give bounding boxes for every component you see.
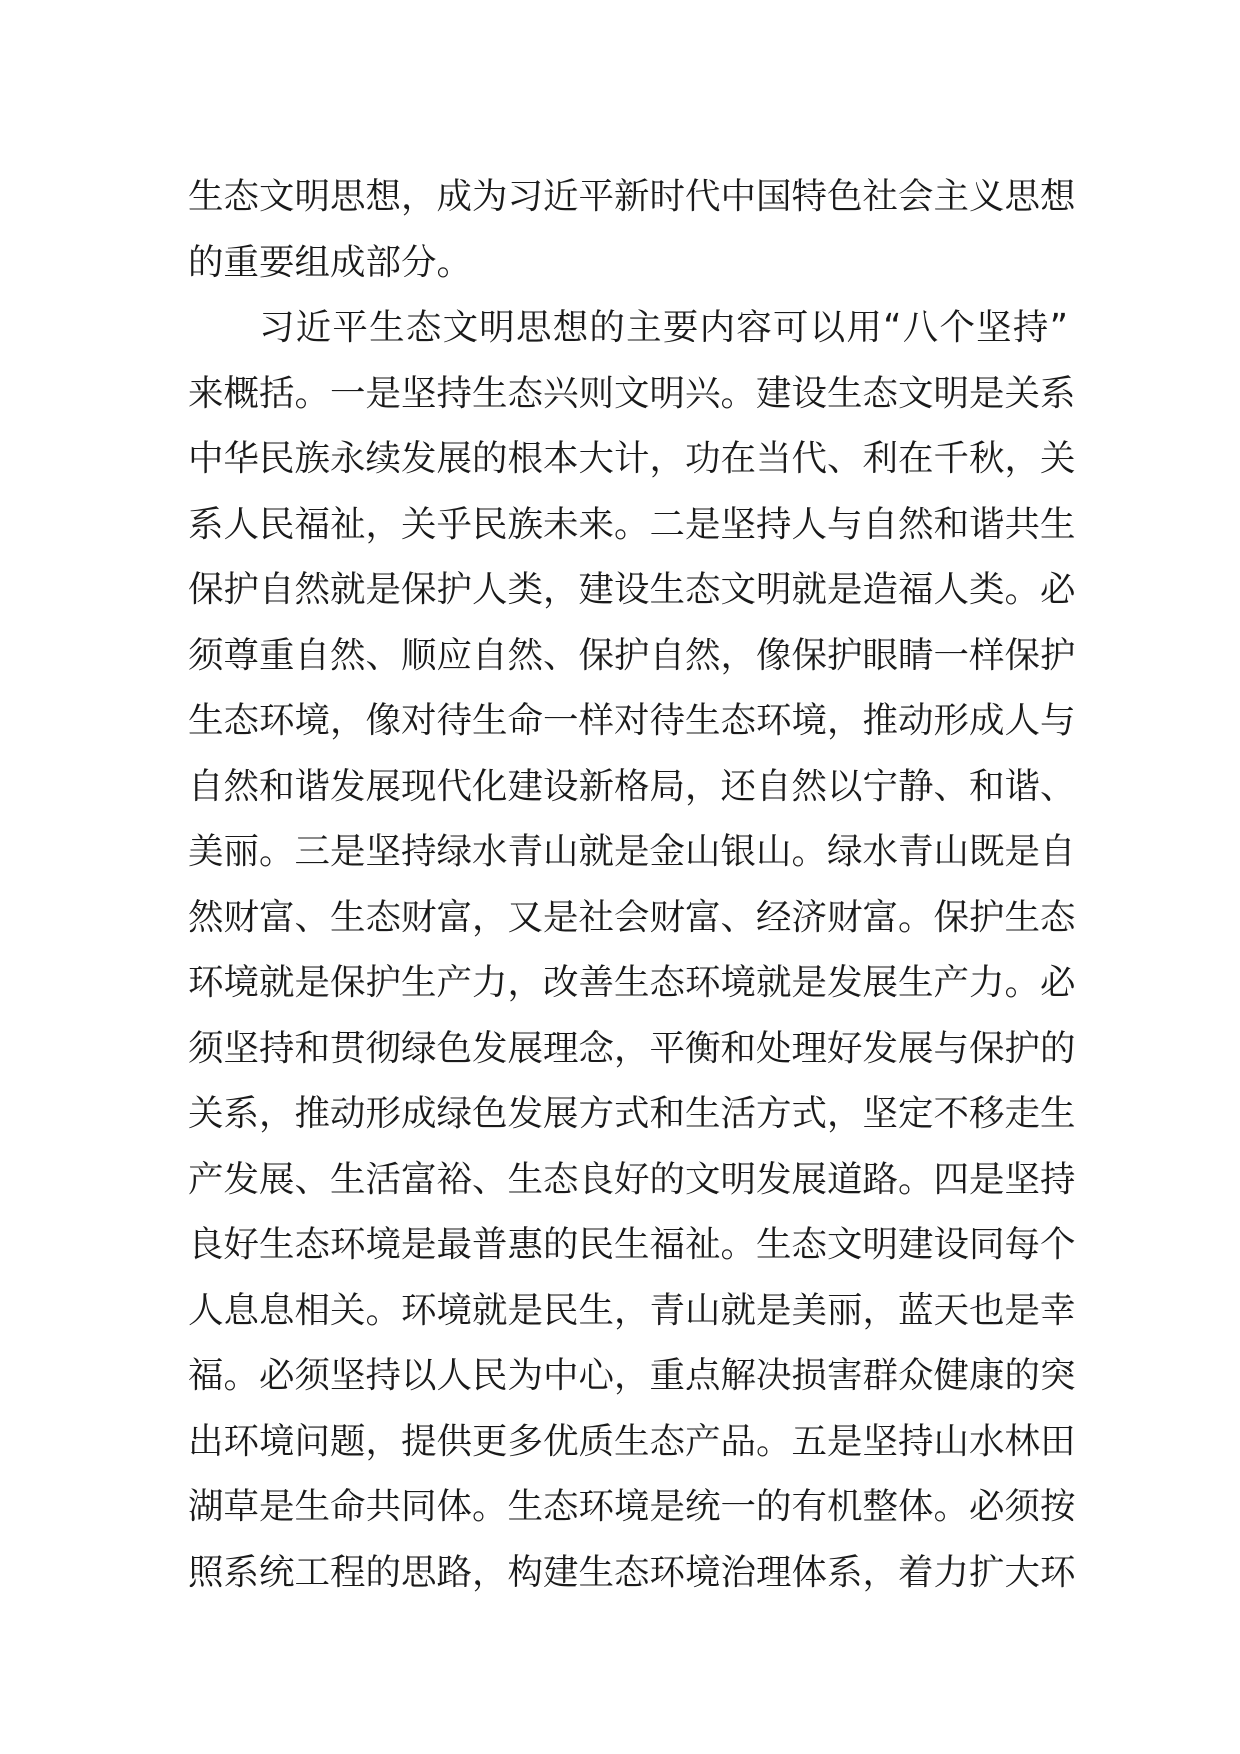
text-line: 出环境问题，提供更多优质生态产品。五是坚持山水林田 (188, 1420, 1076, 1462)
text-line: 然财富、生态财富，又是社会财富、经济财富。保护生态 (188, 896, 1076, 938)
text-line: 良好生态环境是最普惠的民生福祉。生态文明建设同每个 (188, 1224, 1076, 1265)
text-line: 美丽。三是坚持绿水青山就是金山银山。绿水青山既是自 (188, 831, 1076, 872)
text-line: 产发展、生活富裕、生态良好的文明发展道路。四是坚持 (188, 1158, 1076, 1200)
text-line: 照系统工程的思路，构建生态环境治理体系，着力扩大环 (188, 1551, 1076, 1593)
paragraph-first-line: 习近平生态文明思想的主要内容可以用“八个坚持” (259, 307, 1068, 348)
text-line: 须尊重自然、顺应自然、保护自然，像保护眼睛一样保护 (188, 634, 1076, 676)
text-line: 福。必须坚持以人民为中心，重点解决损害群众健康的突 (188, 1355, 1076, 1396)
text-line: 须坚持和贯彻绿色发展理念，平衡和处理好发展与保护的 (188, 1027, 1076, 1069)
text-line: 生态环境，像对待生命一样对待生态环境，推动形成人与 (188, 700, 1076, 741)
text-line: 人息息相关。环境就是民生，青山就是美丽，蓝天也是幸 (188, 1289, 1076, 1331)
text-line: 系人民福祉，关乎民族未来。二是坚持人与自然和谐共生 (188, 503, 1076, 545)
text-line: 环境就是保护生产力，改善生态环境就是发展生产力。必 (188, 962, 1076, 1003)
text-line: 关系，推动形成绿色发展方式和生活方式，坚定不移走生 (188, 1093, 1076, 1134)
text-line: 自然和谐发展现代化建设新格局，还自然以宁静、和谐、 (188, 765, 1076, 807)
text-line: 来概括。一是坚持生态兴则文明兴。建设生态文明是关系 (188, 372, 1076, 414)
text-line: 湖草是生命共同体。生态环境是统一的有机整体。必须按 (188, 1486, 1076, 1527)
text-line: 保护自然就是保护人类，建设生态文明就是造福人类。必 (188, 569, 1076, 610)
text-line: 的重要组成部分。 (188, 241, 473, 283)
text-line: 中华民族永续发展的根本大计，功在当代、利在千秋，关 (188, 438, 1076, 479)
body-text (188, 164, 1076, 1605)
text-line: 生态文明思想，成为习近平新时代中国特色社会主义思想 (188, 176, 1076, 217)
